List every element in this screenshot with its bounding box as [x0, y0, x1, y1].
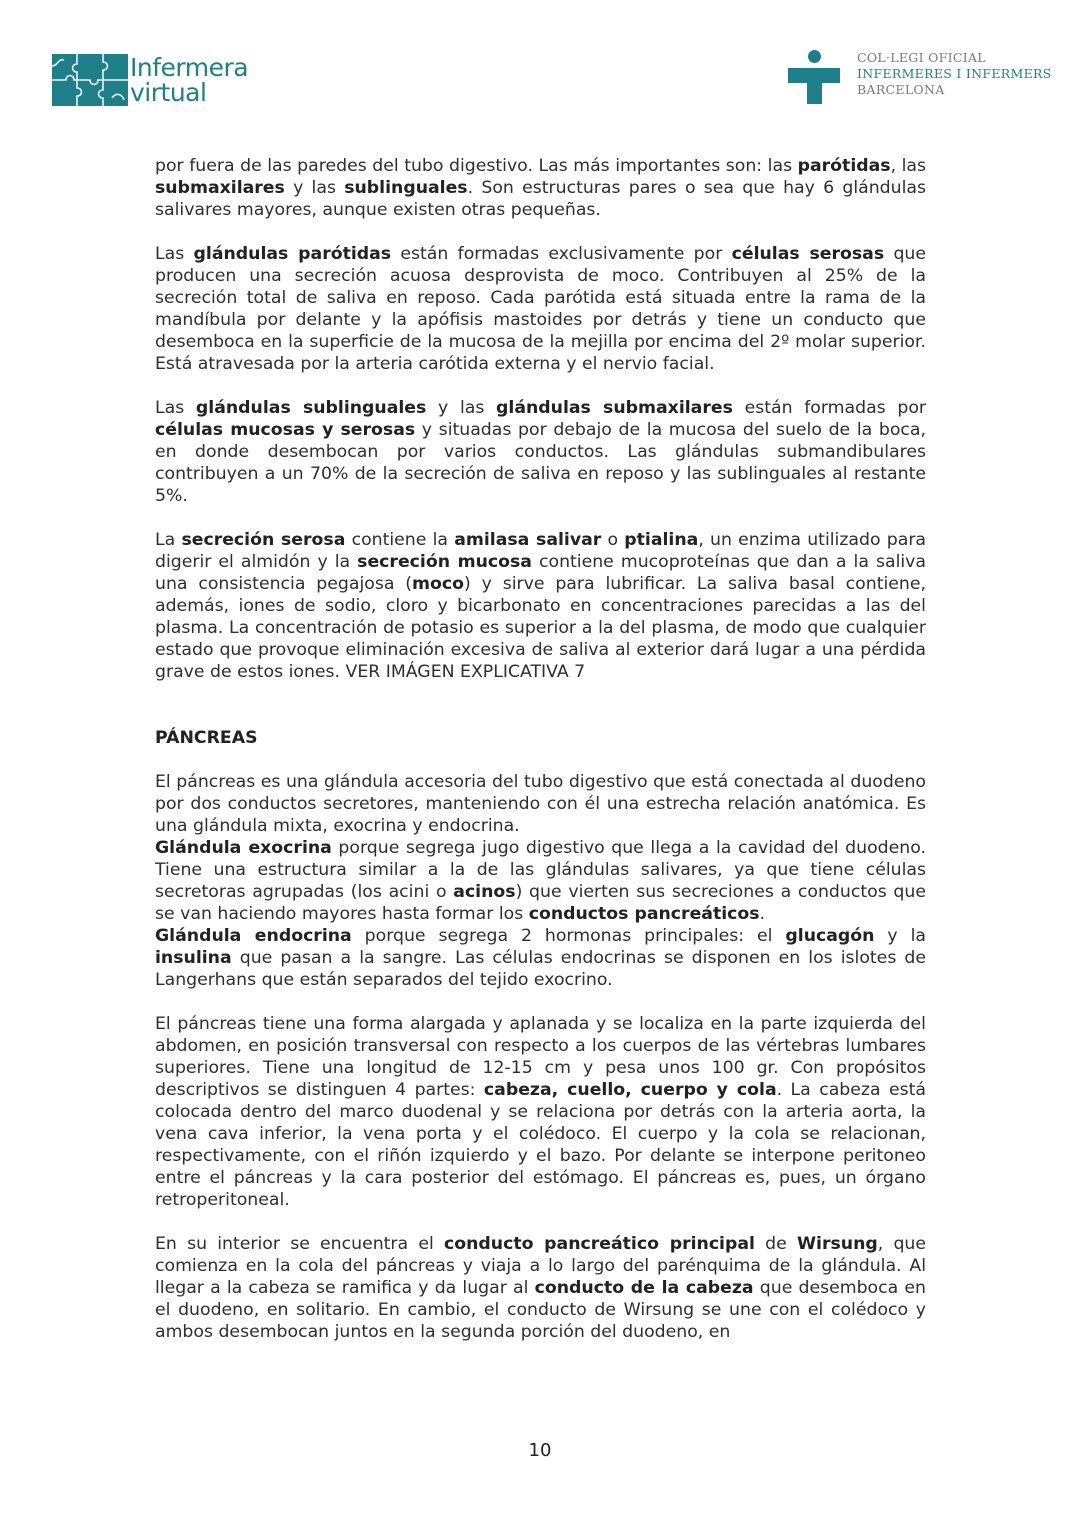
college-line-1: COL·LEGI OFICIAL	[857, 50, 986, 65]
paragraph-glandula-exocrina: Glándula exocrina porque segrega jugo digestivo que llega a la cavidad del duodeno. Tiene una estructura similar a la de las glándulas salivares, ya que tiene células secretoras agrupadas (los acini o acinos) que vierten sus secreciones a conductos que se van haciendo mayores hasta formar los conductos pancreáticos.	[155, 838, 926, 924]
college-name	[857, 50, 1052, 98]
cross-logo-icon	[786, 50, 842, 104]
infermera-virtual-logo	[52, 52, 262, 108]
paragraph-pancreas-intro: El páncreas es una glándula accesoria del tubo digestivo que está conectada al duodeno por dos conductos secretores, manteniendo con él una estrecha relación anatómica. Es una glándula mixta, exocrina y endocrina.	[155, 772, 926, 836]
document-body	[155, 155, 926, 1365]
brand-line-1: Infermera	[130, 53, 249, 82]
brand-line-2: virtual	[130, 78, 207, 107]
paragraph-glandulas-salivares: por fuera de las paredes del tubo digestivo. Las más importantes son: las parótidas, las submaxilares y las sublinguales. Son estructuras pares o sea que hay 6 glándulas salivares mayores, aunque existen otras pequeñas.	[155, 156, 926, 220]
college-logo	[786, 50, 1052, 104]
paragraph-glandula-endocrina: Glándula endocrina porque segrega 2 hormonas principales: el glucagón y la insulina que pasan a la sangre. Las células endocrinas se disponen en los islotes de Langerhans que están separados del tejido exocrino.	[155, 926, 926, 990]
college-line-3: BARCELONA	[857, 82, 945, 97]
paragraph-pancreas-forma: El páncreas tiene una forma alargada y aplanada y se localiza en la parte izquierda del abdomen, en posición transversal con respecto a los cuerpos de las vértebras lumbares superiores. Tiene una longitud de 12-15 cm y pesa unos 100 gr. Con propósitos descriptivos se distinguen 4 partes: cabeza, cuello, cuerpo y cola. La cabeza está colocada dentro del marco duodenal y se relaciona por detrás con la arteria aorta, la vena cava inferior, la vena porta y el colédoco. El cuerpo y la cola se relacionan, respectivamente, con el riñón izquierdo y el bazo. Por delante se interpone peritoneo entre el páncreas y la cara posterior del estómago. El páncreas es, pues, un órgano retroperitoneal.	[155, 1014, 927, 1210]
paragraph-parotidas: Las glándulas parótidas están formadas exclusivamente por células serosas que producen una secreción acuosa desprovista de moco. Contribuyen al 25% de la secreción total de saliva en reposo. Cada parótida está situada entre la rama de la mandíbula por delante y la apófisis mastoides por detrás y tiene un conducto que desemboca en la superficie de la mucosa de la mejilla por encima del 2º molar superior. Está atravesada por la arteria carótida externa y el nervio facial.	[155, 244, 926, 374]
paragraph-sublinguales: Las glándulas sublinguales y las glándulas submaxilares están formadas por células mucosas y serosas y situadas por debajo de la mucosa del suelo de la boca, en donde desembocan por varios conductos. Las glándulas submandibulares contribuyen a un 70% de la secreción de saliva en reposo y las sublinguales al restante 5%.	[155, 398, 927, 506]
paragraph-secrecion: La secreción serosa contiene la amilasa salivar o ptialina, un enzima utilizado para digerir el almidón y la secreción mucosa contiene mucoproteínas que dan a la saliva una consistencia pegajosa (moco) y sirve para lubrificar. La saliva basal contiene, además, iones de sodio, cloro y bicarbonato en concentraciones parecidas a las del plasma. La concentración de potasio es superior a la del plasma, de modo que cualquier estado que provoque eliminación excesiva de saliva al exterior dará lugar a una pérdida grave de estos iones. VER IMÁGEN EXPLICATIVA 7	[155, 530, 927, 682]
brand-name	[130, 55, 248, 105]
puzzle-logo-icon	[52, 54, 128, 106]
section-heading-pancreas: PÁNCREAS	[155, 728, 258, 748]
page-number: 10	[528, 1440, 552, 1461]
paragraph-conducto-wirsung: En su interior se encuentra el conducto pancreático principal de Wirsung, que comienza en la cola del páncreas y viaja a lo largo del parénquima de la glándula. Al llegar a la cabeza se ramifica y da lugar al conducto de la cabeza que desemboca en el duodeno, en solitario. En cambio, el conducto de Wirsung se une con el colédoco y ambos desembocan juntos en la segunda porción del duodeno, en	[155, 1234, 927, 1342]
page-header	[0, 0, 1080, 120]
college-line-2: INFERMERES I INFERMERS	[857, 66, 1052, 81]
